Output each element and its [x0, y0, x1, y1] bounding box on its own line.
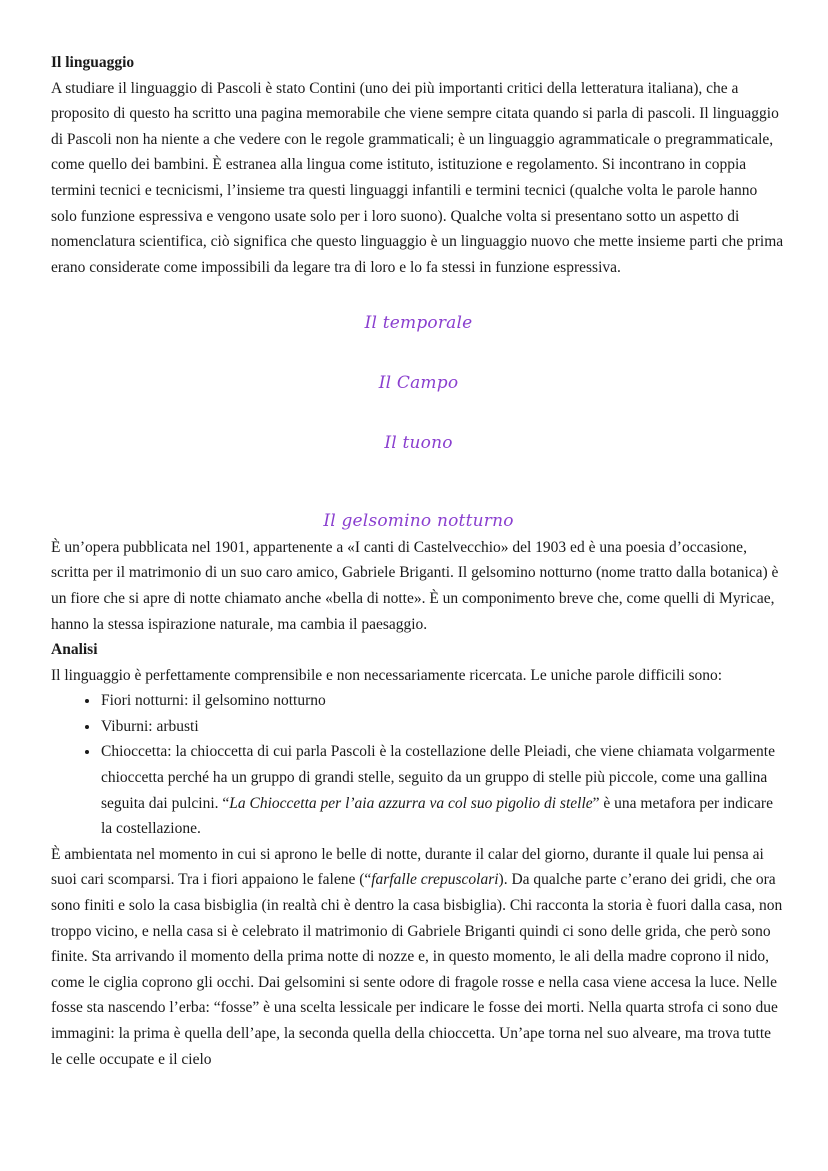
poem-title-campo: Il Campo [378, 372, 459, 393]
list-item-text-after: ” è una metafora per indicare la costellazione. [101, 794, 773, 838]
quote-farfalle: farfalle crepuscolari [371, 871, 499, 889]
list-item: • Viburni: arbusti [100, 714, 786, 740]
section-heading-linguaggio: Il linguaggio [51, 54, 135, 71]
section-heading-analisi: Analisi [51, 641, 98, 659]
list-item: • Fiori notturni: il gelsomino notturno [100, 688, 786, 714]
paragraph-analisi-body [51, 842, 786, 1072]
list-item [100, 739, 786, 841]
document-content [51, 50, 786, 1072]
poem-title-gelsomino-notturno: Il gelsomino notturno [323, 511, 514, 532]
paragraph-text-after: ). Da qualche parte c’erano dei gridi, che ora sono finiti e solo la casa bisbiglia (in realtà chi è dentro la casa bisbiglia). Chi racconta la storia è fuori dalla casa, non troppo vicino, e nella casa si è celebrato il matrimonio di Gabriele Briganti quindi ci sono delle grida, che però sono finite. Sta arrivando il momento della prima notte di nozze e, in questo momento, le ali della madre coprono il nido, come le ciglia coprono gli occhi. Dai gelsomini si sente odore di fragole rosse e nella casa viene accesa la luce. Nelle fosse sta nascendo l’erba: “fosse” è una scelta lessicale per indicare le fosse dei morti. Nella quarta strofa ci sono due immagini: la prima è quella dell’ape, la seconda quella della chioccetta. Un’ape torna nel suo alveare, ma trova tutte le celle occupate e il cielo [51, 871, 783, 1068]
paragraph-gelsomino: È un’opera pubblicata nel 1901, appartenente a «I canti di Castelvecchio» del 1903 ed è una poesia d’occasione, scritta per il matrimonio di un suo caro amico, Gabriele Briganti. Il gelsomino notturno (nome tratto dalla botanica) è un fiore che si apre di notte chiamato anche «bella di notte». È un componimento breve che, come quelli di Myricae, hanno la stessa ispirazione naturale, ma cambia il paesaggio. [51, 538, 779, 633]
paragraph-analisi-intro: Il linguaggio è perfettamente comprensibile e non necessariamente ricercata. Le uniche parole difficili sono: [51, 666, 723, 684]
paragraph-text: È ambientata nel momento in cui si aprono le belle di notte, durante il calar del giorno, durante il quale lui pensa ai suoi cari scomparsi. Tra i fiori appaiono le falene (“ [51, 845, 764, 889]
quote-chioccetta: La Chioccetta per l’aia azzurra va col suo pigolio di stelle [229, 794, 593, 812]
list-item-text: Chioccetta: la chioccetta di cui parla Pascoli è la costellazione delle Pleiadi, che viene chiamata volgarmente chioccetta perché ha un gruppo di grandi stelle, seguito da un gruppo di stelle più piccole, come una gallina seguita dai pulcini. “ [101, 743, 775, 812]
difficult-words-list [51, 688, 786, 842]
paragraph-linguaggio: A studiare il linguaggio di Pascoli è stato Contini (uno dei più importanti critici della letteratura italiana), che a proposito di questo ha scritto una pagina memorabile che viene sempre citata quando si parla di pascoli. Il linguaggio di Pascoli non ha niente a che vedere con le regole grammaticali; è un linguaggio agrammaticale o pregrammaticale, come quello dei bambini. È estranea alla lingua come istituto, istituzione e regolamento. Si incontrano in coppia termini tecnici e tecnicismi, l’insieme tra questi linguaggi infantili e termini tecnici (qualche volta le parole hanno solo funzione espressiva e vengono usate solo per i loro suono). Qualche volta si presentano sotto un aspetto di nomenclatura scientifica, ciò significa che questo linguaggio è un linguaggio nuovo che mette insieme parti che prima erano considerate come impossibili da legare tra di loro e lo fa stessi in funzione espressiva. [51, 79, 784, 276]
poem-title-temporale: Il temporale [364, 313, 473, 334]
poem-title-tuono: Il tuono [384, 432, 453, 453]
